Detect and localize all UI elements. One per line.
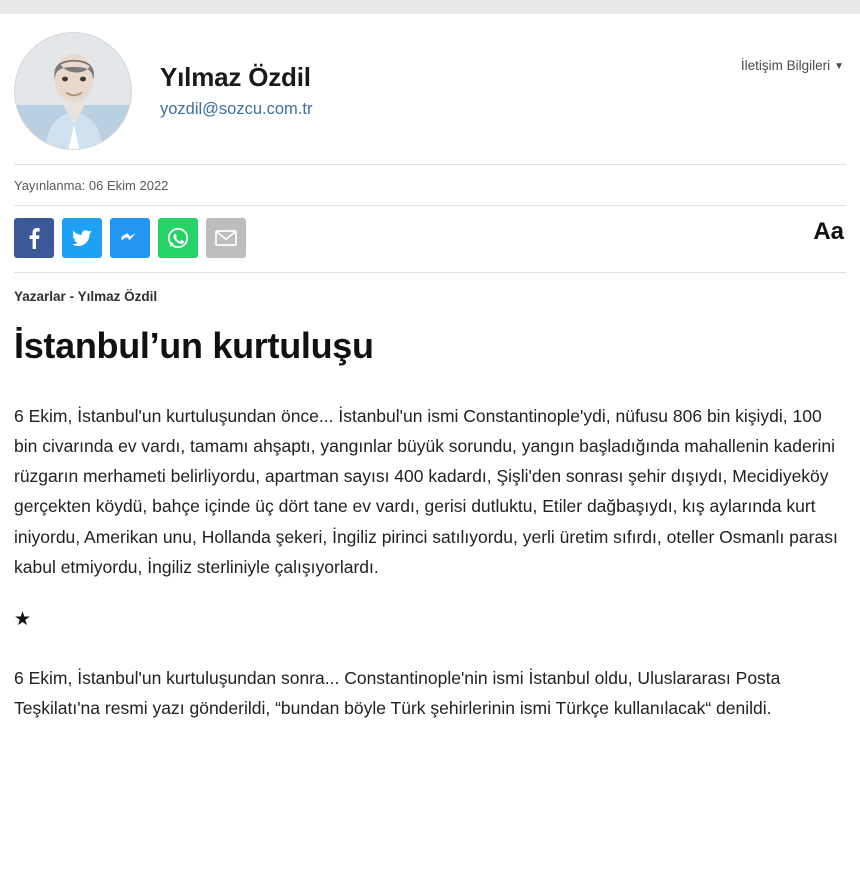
author-header <box>14 14 846 164</box>
breadcrumb-root-link[interactable]: Yazarlar <box>14 289 66 304</box>
content-column <box>14 14 846 723</box>
twitter-icon <box>72 230 92 247</box>
facebook-icon <box>28 227 40 249</box>
article-paragraph-2: 6 Ekim, İstanbul'un kurtuluşundan sonra... Constantinople'nin ismi İstanbul oldu, Uluslararası Posta Teşkilatı'na resmi yazı gönderildi, “bundan böyle Türk şehirlerinin ismi Türkçe kullanılacak“ denildi. <box>14 667 781 718</box>
share-twitter-button[interactable] <box>62 218 102 258</box>
share-bar <box>14 206 846 272</box>
breadcrumb-separator: - <box>69 289 75 304</box>
font-size-button[interactable] <box>813 220 844 244</box>
author-name: Yılmaz Özdil <box>160 62 311 92</box>
breadcrumb <box>14 273 846 304</box>
author-email[interactable]: yozdil@sozcu.com.tr <box>160 100 313 119</box>
share-whatsapp-button[interactable] <box>158 218 198 258</box>
avatar <box>14 32 132 150</box>
top-strip <box>0 0 860 14</box>
breadcrumb-current-link[interactable]: Yılmaz Özdil <box>77 289 158 304</box>
page-title: İstanbul’un kurtuluşu <box>14 325 374 366</box>
left-rail <box>0 14 4 893</box>
font-size-label: Aa <box>813 218 844 245</box>
messenger-icon <box>120 228 140 248</box>
whatsapp-icon <box>167 227 189 249</box>
author-identity <box>160 62 312 120</box>
contact-info-dropdown[interactable] <box>741 58 844 73</box>
contact-info-label: İletişim Bilgileri <box>740 58 831 73</box>
article-paragraph-1: 6 Ekim, İstanbul'un kurtuluşundan önce... İstanbul'un ismi Constantinople'ydi, nüfusu 806 bin kişiydi, 100 bin civarında ev vardı, tamamı ahşaptı, yangınlar büyük sorundu, yangın başladığında mahallenin kaderini rüzgarın merhameti belirliyordu, apartman sayısı 400 kadardı, Şişli'den sonrası şehir dışıydı, Mecidiyeköy gerçekten köydü, bahçe içinde üç dört tane ev vardı, gerisi dutluktu, Etiler dağbaşıydı, kış aylarında kurt iniyordu, Amerikan unu, Hollanda şekeri, İngiliz pirinci satılıyordu, yerli üretim sıfırdı, oteller Osmanlı parası kabul etmiyordu, İngiliz sterliniyle çalışıyorlardı. <box>14 406 838 577</box>
publish-date: Yayınlanma: 06 Ekim 2022 <box>14 178 169 193</box>
author-photo-icon <box>15 33 132 150</box>
share-facebook-button[interactable] <box>14 218 54 258</box>
chevron-down-icon: ▼ <box>834 60 844 72</box>
envelope-icon <box>215 230 237 246</box>
share-email-button[interactable] <box>206 218 246 258</box>
share-messenger-button[interactable] <box>110 218 150 258</box>
section-separator-star: ★ <box>14 608 32 630</box>
